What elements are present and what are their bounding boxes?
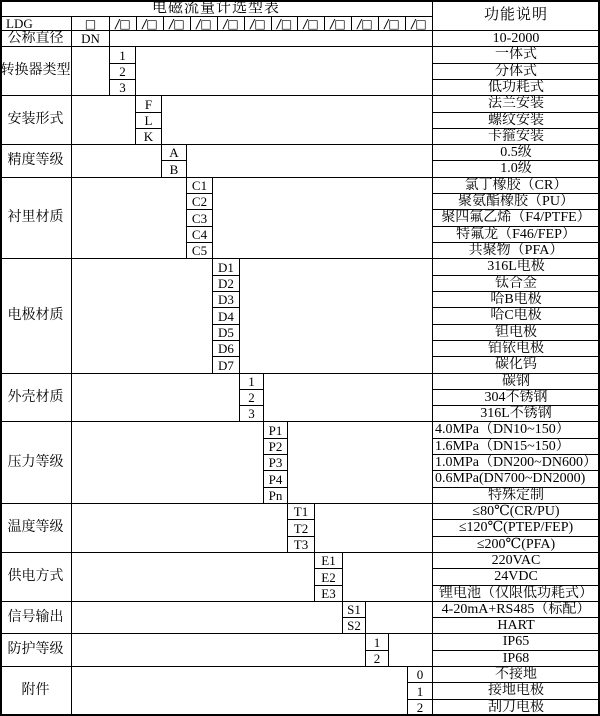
filler-left-housing-material <box>72 374 240 422</box>
function-cell-accuracy-class-a: 0.5级 <box>433 145 600 161</box>
function-cell-electrode-material-d7: 碳化钨 <box>433 357 600 374</box>
group-label-temperature-rating: 温度等级 <box>0 504 72 553</box>
function-cell-converter-type-1: 一体式 <box>433 47 600 64</box>
group-label-protection-class: 防护等级 <box>0 634 72 667</box>
code-cell-temperature-rating-t1: T1 <box>288 504 315 520</box>
filler-left-lining-material <box>72 178 187 259</box>
function-cell-electrode-material-d2: 钛合金 <box>433 276 600 292</box>
function-cell-protection-class-2: IP68 <box>433 651 600 667</box>
filler-right-lining-material <box>213 178 433 259</box>
code-cell-electrode-material-d7: D7 <box>213 357 240 374</box>
code-cell-pressure-rating-p1: P1 <box>264 422 288 439</box>
model-slot-cell: /□ <box>406 17 433 31</box>
code-cell-signal-output-s1: S1 <box>343 602 366 618</box>
group-label-accessories: 附件 <box>0 667 72 716</box>
model-prefix-cell: LDG <box>0 17 72 31</box>
function-cell-housing-material-2: 304不锈钢 <box>433 390 600 406</box>
function-cell-installation-type-k: 卡箍安装 <box>433 129 600 145</box>
function-cell-installation-type-f: 法兰安装 <box>433 96 600 113</box>
group-label-housing-material: 外壳材质 <box>0 374 72 422</box>
function-cell-lining-material-c2: 聚氨酯橡胶（PU） <box>433 194 600 210</box>
function-cell-signal-output-s2: HART <box>433 618 600 634</box>
function-cell-pressure-rating-p2: 1.6MPa（DN15~150） <box>433 439 600 455</box>
function-cell-pressure-rating-p4: 0.6MPa(DN700~DN2000) <box>433 471 600 488</box>
code-cell-accessories-2: 2 <box>408 700 433 716</box>
code-cell-electrode-material-d3: D3 <box>213 292 240 308</box>
function-cell-accessories-1: 接地电极 <box>433 683 600 700</box>
code-cell-lining-material-c2: C2 <box>187 194 213 210</box>
code-cell-electrode-material-d6: D6 <box>213 341 240 357</box>
code-cell-nominal-diameter-dn: DN <box>72 31 110 47</box>
function-cell-lining-material-c4: 特氟龙（F46/FEP） <box>433 227 600 243</box>
filler-right-electrode-material <box>240 259 433 374</box>
function-cell-housing-material-3: 316L不锈钢 <box>433 406 600 422</box>
function-column-header: 功能说明 <box>433 0 600 31</box>
model-slot-cell: /□ <box>379 17 406 31</box>
code-cell-lining-material-c3: C3 <box>187 210 213 227</box>
group-label-pressure-rating: 压力等级 <box>0 422 72 504</box>
function-cell-power-supply-e1: 220VAC <box>433 553 600 569</box>
model-slot-cell: /□ <box>110 17 137 31</box>
code-cell-temperature-rating-t2: T2 <box>288 520 315 537</box>
function-cell-signal-output-s1: 4-20mA+RS485（标配） <box>433 602 600 618</box>
filler-right-power-supply <box>343 553 433 602</box>
code-cell-accessories-1: 1 <box>408 683 433 700</box>
function-cell-electrode-material-d1: 316L电极 <box>433 259 600 276</box>
code-cell-converter-type-2: 2 <box>110 64 136 80</box>
function-cell-housing-material-1: 碳钢 <box>433 374 600 390</box>
filler-left-temperature-rating <box>72 504 288 553</box>
code-cell-protection-class-2: 2 <box>366 651 389 667</box>
filler-right-converter-type <box>136 47 433 96</box>
group-label-nominal-diameter: 公称直径 <box>0 31 72 47</box>
function-cell-temperature-rating-t1: ≤80℃(CR/PU) <box>433 504 600 520</box>
code-cell-accessories-0: 0 <box>408 667 433 683</box>
code-cell-electrode-material-d5: D5 <box>213 325 240 341</box>
code-cell-pressure-rating-p2: P2 <box>264 439 288 455</box>
code-cell-electrode-material-d1: D1 <box>213 259 240 276</box>
filler-right-signal-output <box>366 602 433 634</box>
function-cell-lining-material-c1: 氯丁橡胶（CR） <box>433 178 600 194</box>
filler-right-nominal-diameter <box>110 31 433 47</box>
function-cell-installation-type-l: 螺纹安装 <box>433 113 600 129</box>
filler-right-protection-class <box>389 634 433 667</box>
model-slot-cell: /□ <box>298 17 325 31</box>
function-cell-lining-material-c3: 聚四氟乙烯（F4/PTFE） <box>433 210 600 227</box>
function-cell-electrode-material-d3: 哈B电极 <box>433 292 600 308</box>
filler-left-accessories <box>72 667 408 716</box>
function-cell-power-supply-e2: 24VDC <box>433 569 600 586</box>
table-title: 电磁流量计选型表 <box>0 0 433 17</box>
code-cell-pressure-rating-p4: P4 <box>264 471 288 488</box>
group-label-installation-type: 安装形式 <box>0 96 72 145</box>
function-cell-temperature-rating-t3: ≤200℃(PFA) <box>433 537 600 553</box>
function-cell-accuracy-class-b: 1.0级 <box>433 161 600 178</box>
group-label-electrode-material: 电极材质 <box>0 259 72 374</box>
function-cell-accessories-0: 不接地 <box>433 667 600 683</box>
model-slot-cell: /□ <box>272 17 298 31</box>
code-cell-converter-type-3: 3 <box>110 80 136 96</box>
model-slot-cell: /□ <box>325 17 352 31</box>
code-cell-electrode-material-d4: D4 <box>213 308 240 325</box>
function-cell-power-supply-e3: 锂电池（仅限低功耗式） <box>433 586 600 602</box>
code-cell-housing-material-2: 2 <box>240 390 264 406</box>
group-label-signal-output: 信号输出 <box>0 602 72 634</box>
filler-left-installation-type <box>72 96 136 145</box>
function-cell-converter-type-3: 低功耗式 <box>433 80 600 96</box>
function-cell-electrode-material-d4: 哈C电极 <box>433 308 600 325</box>
function-cell-pressure-rating-pn: 特殊定制 <box>433 488 600 504</box>
filler-left-accuracy-class <box>72 145 162 178</box>
filler-right-housing-material <box>264 374 433 422</box>
code-cell-installation-type-l: L <box>136 113 162 129</box>
code-cell-lining-material-c4: C4 <box>187 227 213 243</box>
code-cell-power-supply-e3: E3 <box>315 586 343 602</box>
code-cell-temperature-rating-t3: T3 <box>288 537 315 553</box>
model-slot-cell: /□ <box>164 17 191 31</box>
code-cell-converter-type-1: 1 <box>110 47 136 64</box>
code-cell-installation-type-k: K <box>136 129 162 145</box>
code-cell-housing-material-3: 3 <box>240 406 264 422</box>
model-slot-cell: /□ <box>352 17 379 31</box>
group-label-power-supply: 供电方式 <box>0 553 72 602</box>
function-cell-nominal-diameter-dn: 10-2000 <box>433 31 600 47</box>
filler-left-converter-type <box>72 47 110 96</box>
model-slot-cell: /□ <box>245 17 272 31</box>
code-cell-lining-material-c5: C5 <box>187 243 213 259</box>
code-cell-power-supply-e1: E1 <box>315 553 343 569</box>
function-cell-electrode-material-d5: 钽电极 <box>433 325 600 341</box>
filler-right-installation-type <box>162 96 433 145</box>
model-box-cell: □ <box>72 17 110 31</box>
filler-left-electrode-material <box>72 259 213 374</box>
code-cell-housing-material-1: 1 <box>240 374 264 390</box>
code-cell-installation-type-f: F <box>136 96 162 113</box>
function-cell-protection-class-1: IP65 <box>433 634 600 651</box>
code-cell-pressure-rating-p3: P3 <box>264 455 288 471</box>
model-slot-cell: /□ <box>191 17 218 31</box>
model-slot-cell: /□ <box>218 17 245 31</box>
filler-left-pressure-rating <box>72 422 264 504</box>
filler-left-power-supply <box>72 553 315 602</box>
function-cell-lining-material-c5: 共聚物（PFA） <box>433 243 600 259</box>
code-cell-power-supply-e2: E2 <box>315 569 343 586</box>
filler-right-temperature-rating <box>315 504 433 553</box>
function-cell-pressure-rating-p1: 4.0MPa（DN10~150） <box>433 422 600 439</box>
code-cell-protection-class-1: 1 <box>366 634 389 651</box>
code-cell-accuracy-class-a: A <box>162 145 187 161</box>
code-cell-accuracy-class-b: B <box>162 161 187 178</box>
model-slot-cell: /□ <box>137 17 164 31</box>
function-cell-electrode-material-d6: 铂铱电极 <box>433 341 600 357</box>
filler-right-accuracy-class <box>187 145 433 178</box>
function-cell-converter-type-2: 分体式 <box>433 64 600 80</box>
function-cell-temperature-rating-t2: ≤120℃(PTEP/FEP) <box>433 520 600 537</box>
function-cell-accessories-2: 刮刀电极 <box>433 700 600 716</box>
filler-left-protection-class <box>72 634 366 667</box>
filler-left-signal-output <box>72 602 343 634</box>
group-label-lining-material: 衬里材质 <box>0 178 72 259</box>
group-label-converter-type: 转换器类型 <box>0 47 72 96</box>
filler-right-pressure-rating <box>288 422 433 504</box>
code-cell-lining-material-c1: C1 <box>187 178 213 194</box>
group-label-accuracy-class: 精度等级 <box>0 145 72 178</box>
code-cell-electrode-material-d2: D2 <box>213 276 240 292</box>
code-cell-pressure-rating-pn: Pn <box>264 488 288 504</box>
code-cell-signal-output-s2: S2 <box>343 618 366 634</box>
function-cell-pressure-rating-p3: 1.0MPa（DN200~DN600） <box>433 455 600 471</box>
